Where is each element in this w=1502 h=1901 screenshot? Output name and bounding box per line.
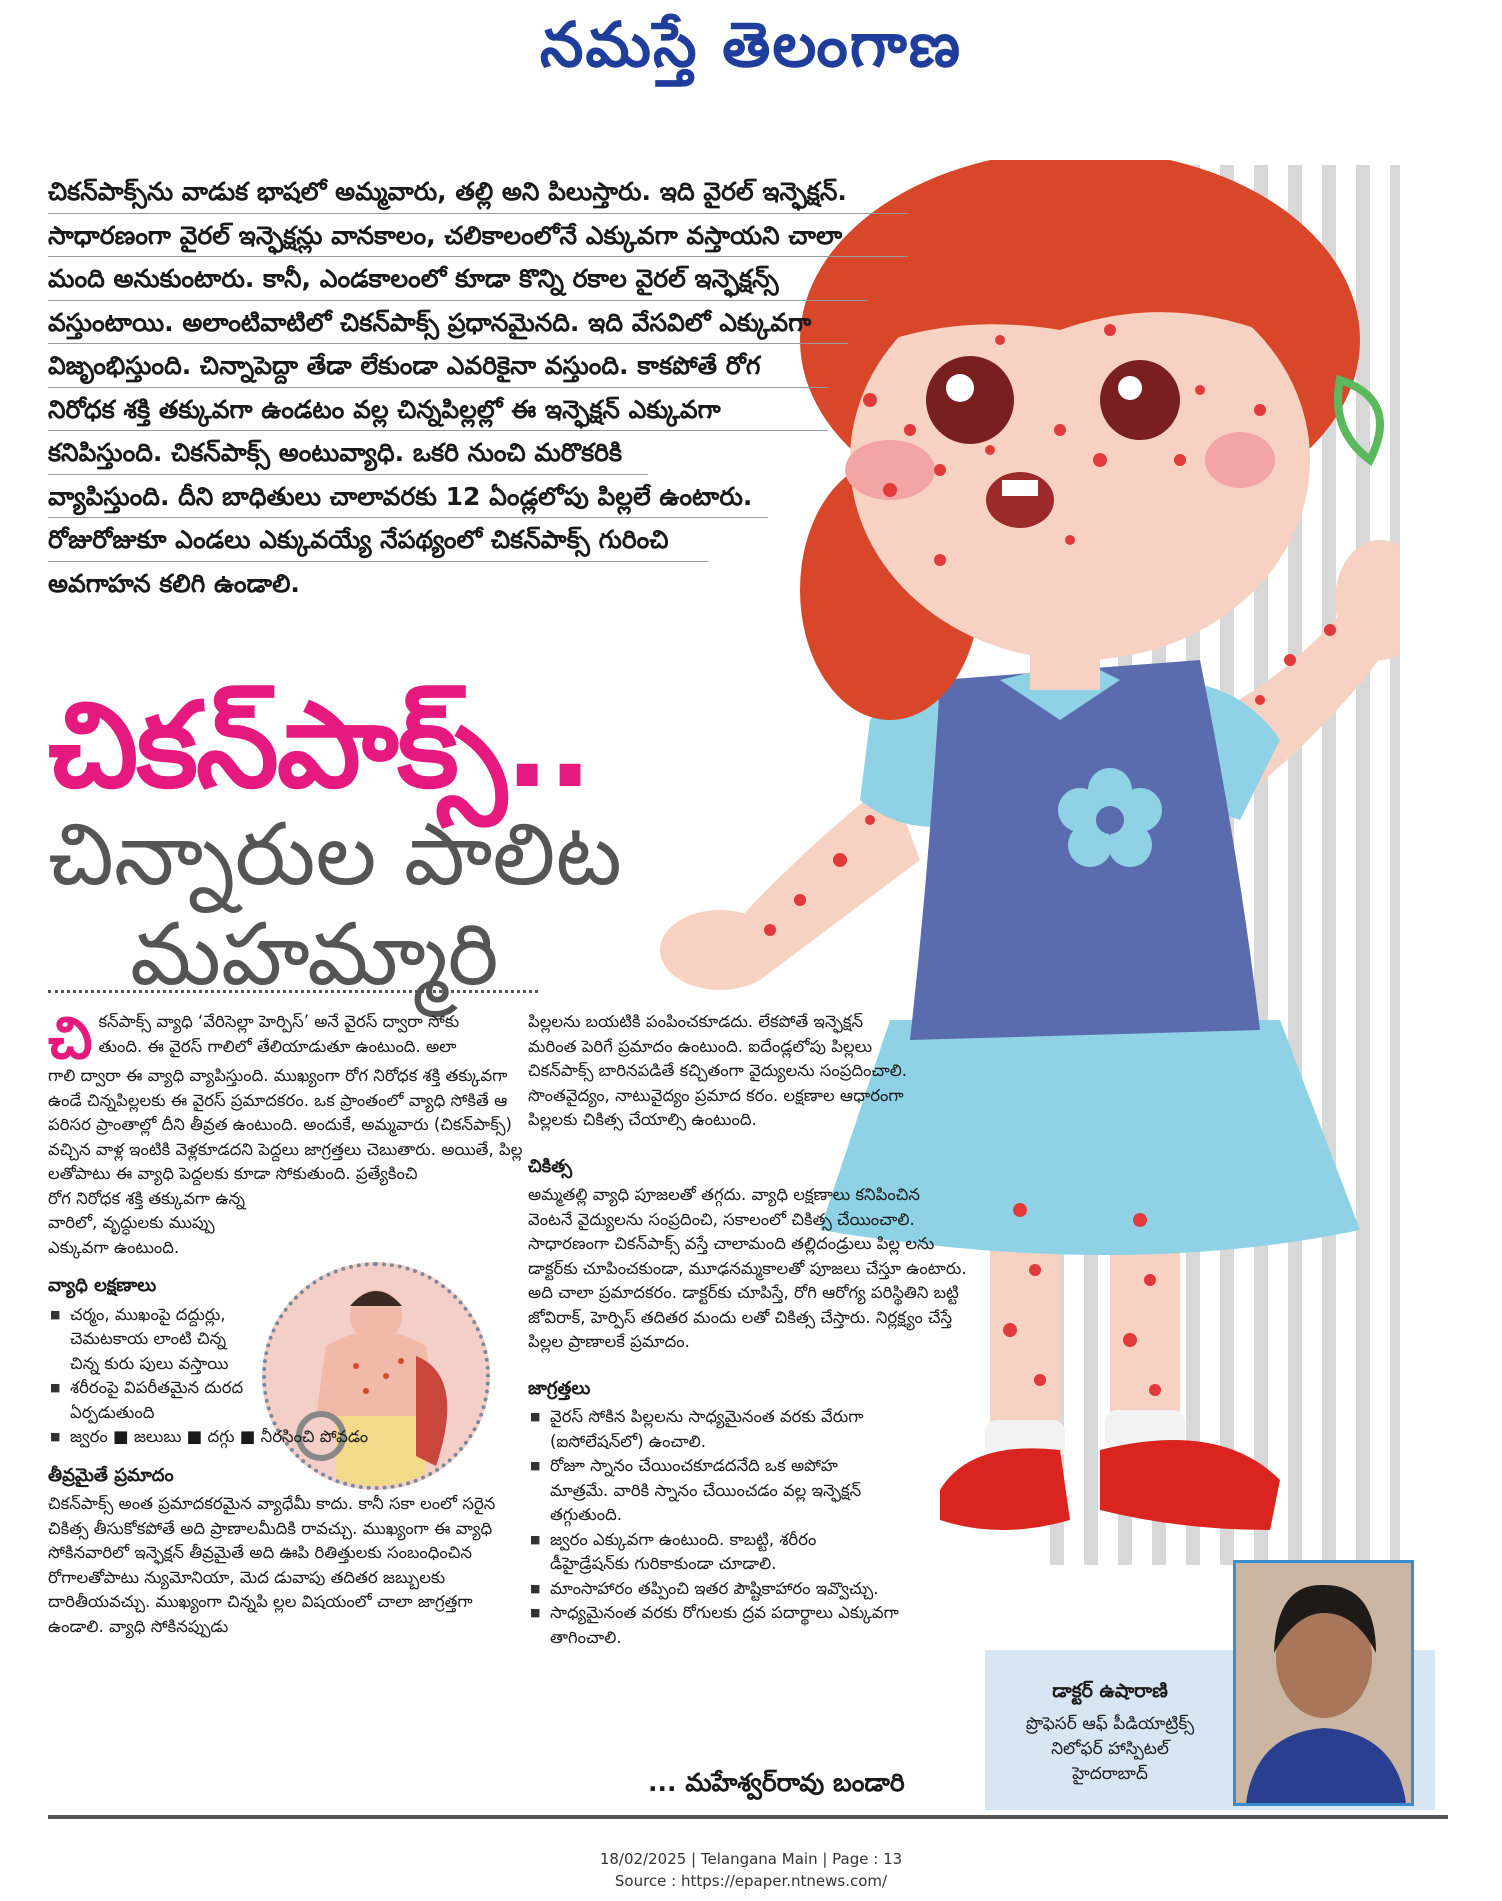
right-cheek [1205,432,1275,488]
symptoms-heading: వ్యాధి లక్షణాలు [48,1275,157,1296]
page-footer [0,1848,1502,1892]
list-item: ■ జ్వరం ■ జలుబు ■ దగ్గు ■ నీరసించి పోవడం [48,1425,523,1450]
bottom-rule [48,1815,1448,1819]
intro-line: విజృంభిస్తుంది. చిన్నాపెద్దా తేడా లేకుండా ఎవరికైనా వస్తుంది. కాకపోతే రోగ [48,344,828,388]
lead-line-1: కన్‌పాక్స్ వ్యాధి ‘వేరిసెల్లా హెర్పిస్’ అనే వైరస్ ద్వారా సోకు [98,1012,460,1031]
lead-paragraph-wrap: రోగ నిరోధక శక్తి తక్కువగా ఉన్న వారిలో, వృద్ధులకు ముప్పు ఎక్కువగా ఉంటుంది. [48,1188,246,1257]
intro-line: చికన్‌పాక్స్‌ను వాడుక భాషలో అమ్మవారు, తల్లి అని పిలుస్తారు. ఇది వైరల్ ఇన్ఫెక్షన్. [48,170,908,214]
continued-paragraph: పిల్లలను బయటికి పంపించకూడదు. లేకపోతే ఇన్ఫెక్షన్ మరింత పెరిగే ప్రమాదం ఉంటుంది. ఐదేండ్లలోపు పిల్లలు చికన్‌పాక్స్ బారినపడితే కచ్చితంగా వైద్యులను సంప్రదించాలి. సొంతవైద్యం, నాటువైద్యం ప్రమాద కరం. లక్షణాల ఆధారంగా పిల్లలకు చికిత్స చేయాల్సి ఉంటుంది. [528,1012,908,1129]
intro-line: రోజురోజుకూ ఎండలు ఎక్కువయ్యే నేపథ్యంలో చికన్‌పాక్స్ గురించి [48,518,708,562]
treatment-heading: చికిత్స [528,1155,573,1177]
doctor-city: హైదరాబాద్ [1072,1764,1148,1784]
divider [48,990,538,993]
headline: చికన్‌పాక్స్.. [48,676,591,814]
footer-source: Source : https://epaper.ntnews.com/ [614,1872,888,1890]
list-item: ■ జ్వరం ఎక్కువగా ఉంటుంది. కాబట్టి, శరీరం డీహైడ్రేషన్‌కు గురికాకుండా చూడాలి. [528,1528,900,1577]
column-1 [48,1004,523,1639]
danger-heading: తీవ్రమైతే ప్రమాదం [48,1464,174,1486]
precautions-list [528,1405,928,1650]
symptom-inline: దగ్గు [207,1427,235,1446]
lead-paragraph: గాలి ద్వారా ఈ వ్యాధి వ్యాపిస్తుంది. ముఖ్యంగా రోగ నిరోధక శక్తి తక్కువగా ఉండే చిన్నపిల్లలకు ఈ వైరస్ ప్రమాదకరం. ఒక ప్రాంతంలో వ్యాధి సోకితే ఆ పరిసర ప్రాంతాల్లో దీని తీవ్రత ఉంటుంది. అందుకే, అమ్మవారు (చికన్‌పాక్స్) వచ్చిన వాళ్ల ఇంటికి వెళ్లకూడదని పెద్దలు జాగ్రత్తలు చెబుతారు. అయితే, పిల్ల లతోపాటు ఈ వ్యాధి పెద్దలకు కూడా సోకుతుంది. ప్రత్యేకించి [48,1066,523,1183]
intro-paragraph [48,170,908,605]
doctor-title: ప్రొఫెసర్ ఆఫ్ పీడియాట్రిక్స్ [1025,1714,1195,1734]
author-byline: ... మహేశ్వర్‌రావు బండారి [648,1768,905,1797]
treatment-paragraph: అమ్మతల్లి వ్యాధి పూజలతో తగ్గదు. వ్యాధి లక్షణాలు కనిపించిన వెంటనే వైద్యులను సంప్రదించి, సకాలంలో చికిత్స చేయించాలి. సాధారణంగా చికన్‌పాక్స్ వస్తే చాలామంది తల్లిదండ్రులు పిల్ల లను డాక్టర్‌కు చూపించకుండా, మూఢనమ్మకాలతో పూజలు చేస్తూ ఉంటారు. అది చాలా ప్రమాదకరం. డాక్టర్‌కు చూపిస్తే, రోగి ఆరోగ్య పరిస్థితిని బట్టి జోవిరాక్, హెర్పిస్ తదితర మందు లతో చికిత్స చేస్తారు. నిర్లక్ష్యం చేస్తే పిల్లల ప్రాణాలకే ప్రమాదం. [528,1185,967,1351]
intro-line: నిరోధక శక్తి తక్కువగా ఉండటం వల్ల చిన్నపిల్లల్లో ఈ ఇన్ఫెక్షన్ ఎక్కువగా [48,388,828,432]
masthead-logo: నమస్తే తెలంగాణ [539,8,963,81]
column-2 [528,1010,968,1650]
symptom-inline: జ్వరం [70,1427,108,1446]
doctor-name: డాక్టర్ ఉషారాణి [1052,1680,1168,1702]
precautions-heading: జాగ్రత్తలు [528,1377,591,1399]
subheadline-1: చిన్నారుల పాలిట [48,805,622,905]
left-eye [926,356,1014,444]
doctor-photo [1233,1560,1414,1806]
symptom-inline: నీరసించి పోవడం [260,1427,369,1446]
left-hand [660,910,780,990]
symptoms-list [48,1303,523,1450]
list-item: ■ చర్మం, ముఖంపై దద్దుర్లు, చెమటకాయ లాంటి చిన్న చిన్న కురు పులు వస్తాయి [48,1303,260,1377]
intro-line: వ్యాపిస్తుంది. దీని బాధితులు చాలావరకు 12 ఏండ్లలోపు పిల్లలే ఉంటారు. [48,475,768,519]
danger-paragraph: చికన్‌పాక్స్ అంత ప్రమాదకరమైన వ్యాధేమీ కాదు. కానీ సకా లంలో సరైన చికిత్స తీసుకోకపోతే అది ప్రాణాలమీదికి రావచ్చు. ముఖ్యంగా ఈ వ్యాధి సోకినవారిలో ఇన్ఫెక్షన్ తీవ్రమైతే అది ఊపి రితిత్తులకు సంబంధించిన రోగాలతోపాటు న్యుమోనియా, మెద డువాపు తదితర జబ్బులకు దారితీయవచ్చు. ముఖ్యంగా చిన్నపి ల్లల విషయంలో చాలా జాగ్రత్తగా ఉండాలి. వ్యాధి సోకినప్పుడు [48,1494,496,1636]
list-item: ■ వైరస్ సోకిన పిల్లలను సాధ్యమైనంత వరకు వేరుగా (ఐసోలేషన్‌లో) ఉంచాలి. [528,1405,880,1454]
doctor-portrait-icon [1236,1563,1411,1803]
list-item: ■ మాంసాహారం తప్పించి ఇతర పౌష్టికాహారం ఇవ్వొచ్చు. [528,1577,928,1602]
right-shoe [1100,1440,1280,1530]
intro-line: కనిపిస్తుంది. చికన్‌పాక్స్ అంటువ్యాధి. ఒకరి నుంచి మరొకరికి [48,431,648,475]
list-item: ■ శరీరంపై విపరీతమైన దురద ఏర్పడుతుంది [48,1376,285,1425]
intro-line: సాధారణంగా వైరల్ ఇన్ఫెక్షన్లు వానకాలం, చలికాలంలోనే ఎక్కువగా వస్తాయని చాలా [48,214,908,258]
intro-line: వస్తుంటాయి. అలాంటివాటిలో చికన్‌పాక్స్ ప్రధానమైనది. ఇది వేసవిలో ఎక్కువగా [48,301,848,345]
list-item: ■ సాధ్యమైనంత వరకు రోగులకు ద్రవ పదార్థాలు ఎక్కువగా తాగించాలి. [528,1601,930,1650]
footer-date-page: 18/02/2025 | Telangana Main | Page : 13 [599,1850,903,1868]
dropcap: చి [48,1004,93,1072]
intro-line: అవగాహన కలిగి ఉండాలి. [48,568,300,598]
subheadline-2: మహమ్మారి [130,905,499,1005]
lead-line-2: తుంది. ఈ వైరస్ గాలిలో తేలియాడుతూ ఉంటుంది. అలా [98,1036,457,1056]
symptom-inline: జలుబు [133,1427,182,1446]
doctor-details [995,1712,1225,1787]
intro-line: మంది అనుకుంటారు. కానీ, ఎండకాలంలో కూడా కొన్ని రకాల వైరల్ ఇన్ఫెక్షన్స్ [48,257,868,301]
right-eye [1100,360,1180,440]
doctor-hospital: నిలోఫర్ హాస్పిటల్ [1051,1739,1169,1759]
list-item: ■ రోజూ స్నానం చేయించకూడదనేది ఒక అపోహ మాత్రమే. వారికి స్నానం చేయించడం వల్ల ఇన్ఫెక్షన్ తగ్గుతుంది. [528,1454,900,1528]
